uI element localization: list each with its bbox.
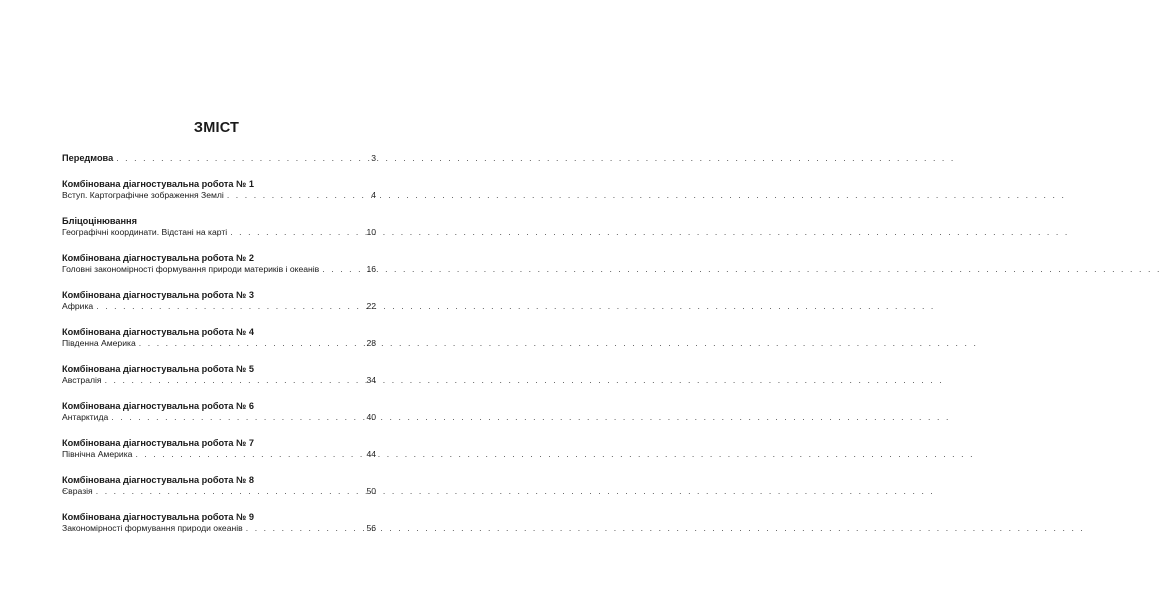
toc-line [62,338,376,350]
page-title: ЗМІСТ [193,120,240,136]
toc-entry-heading: Комбінована діагностувальна робота № 3 [62,289,254,300]
leader-dots [230,227,363,239]
toc-entry-title: Південна Америка [62,338,136,348]
toc-entry [62,290,376,313]
toc-entry-heading: Бліцоцінювання [62,215,137,226]
toc-entry-title: Африка [62,301,94,311]
toc-entry-heading: Комбінована діагностувальна робота № 9 [62,511,254,522]
toc-page-number: 10 [366,227,376,237]
table-of-contents [62,153,376,535]
toc-entry-heading: Комбінована діагностувальна робота № 2 [62,252,254,263]
leader-dots [96,301,363,313]
toc-line [62,264,376,276]
leader-dots [116,153,368,165]
toc-line [62,301,376,313]
leader-dots [105,375,364,387]
toc-entry-title: Австралія [62,375,102,385]
toc-entry [62,327,376,350]
toc-entry-heading: Комбінована діагностувальна робота № 7 [62,437,254,448]
toc-line [62,412,376,424]
toc-line [62,227,376,239]
toc-entry-heading: Комбінована діагностувальна робота № 1 [62,178,254,189]
toc-entry-title: Північна Америка [62,449,133,459]
leader-dots [322,264,363,276]
leader-dots [139,338,364,350]
toc-entry [62,438,376,461]
toc-line [62,153,376,165]
toc-entry [62,364,376,387]
toc-entry-title: Вступ. Картографічне зображення Землі [62,190,224,200]
toc-entry-heading: Комбінована діагностувальна робота № 8 [62,474,254,485]
toc-line [62,190,376,202]
toc-page-number: 22 [366,301,376,311]
toc-page-number: 50 [366,486,376,496]
leader-dots [246,523,364,535]
toc-line [62,375,376,387]
toc-entry [62,216,376,239]
toc-entry [62,179,376,202]
toc-entry [62,253,376,276]
toc-page-number: 56 [366,523,376,533]
toc-entry-title: Передмова [62,153,114,163]
toc-page-number: 34 [366,375,376,385]
toc-page-number: 28 [366,338,376,348]
toc-entry-title: Головні закономірності формування природи материків і океанів [62,264,320,274]
document-page [0,0,433,600]
toc-entry-heading: Комбінована діагностувальна робота № 4 [62,326,254,337]
toc-entry-preface [62,153,376,165]
toc-entry [62,512,376,535]
toc-entry [62,401,376,424]
toc-page-number: 44 [366,449,376,459]
toc-line [62,449,376,461]
toc-entry-title: Антарктида [62,412,109,422]
toc-page-number: 4 [371,190,376,200]
toc-entry-heading: Комбінована діагностувальна робота № 5 [62,363,254,374]
toc-entry-title: Євразія [62,486,93,496]
toc-entry-title: Географічні координати. Відстані на карті [62,227,228,237]
toc-page-number: 16 [366,264,376,274]
leader-dots [135,449,363,461]
toc-line [62,486,376,498]
toc-line [62,523,376,535]
leader-dots [111,412,363,424]
toc-page-number: 3 [371,153,376,163]
toc-page-number: 40 [366,412,376,422]
leader-dots [96,486,364,498]
leader-dots [227,190,368,202]
toc-entry [62,475,376,498]
toc-entry-title: Закономірності формування природи океанів [62,523,243,533]
toc-entry-heading: Комбінована діагностувальна робота № 6 [62,400,254,411]
